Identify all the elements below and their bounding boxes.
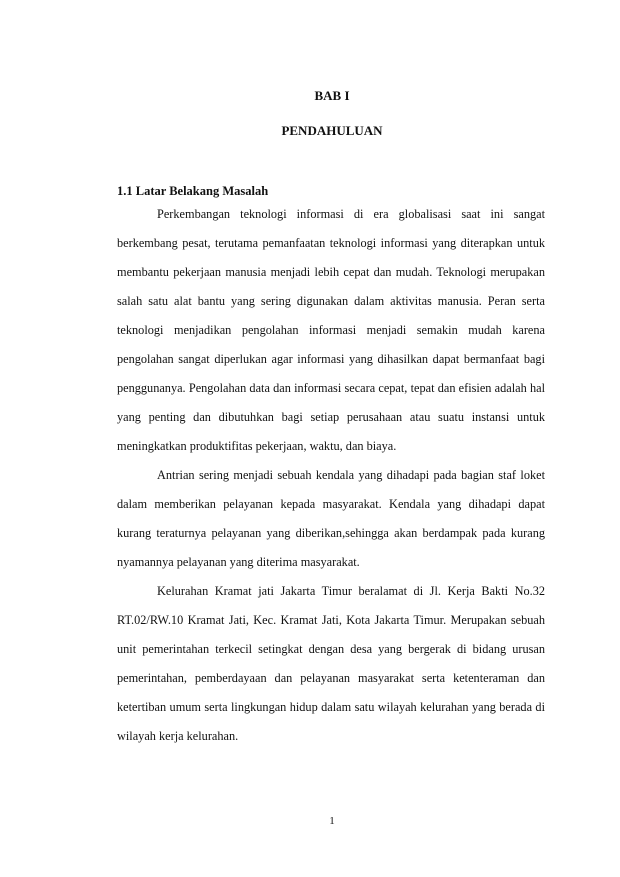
text-line: Antrian sering menjadi sebuah kendala yang dihadapi pada bagian staf loket: [157, 468, 545, 482]
text-line: meningkatkan produktifitas pekerjaan, waktu, dan biaya.: [117, 439, 397, 453]
paragraph: [117, 200, 545, 461]
text-line: penggunanya. Pengolahan data dan informasi secara cepat, tepat dan efisien adalah hal: [117, 381, 545, 395]
text-line: nyamannya pelayanan yang diterima masyarakat.: [117, 555, 360, 569]
text-line: pemerintahan, pemberdayaan dan pelayanan masyarakat serta ketenteraman dan: [117, 671, 545, 685]
text-line: membantu pekerjaan manusia menjadi lebih cepat dan mudah. Teknologi merupakan: [117, 265, 545, 279]
text-line: ketertiban umum serta lingkungan hidup dalam satu wilayah kelurahan yang berada di: [117, 700, 545, 714]
text-line: yang penting dan dibutuhkan bagi setiap perusahaan atau suatu instansi untuk: [117, 410, 545, 424]
paragraph: [117, 577, 545, 751]
text-line: berkembang pesat, terutama pemanfaatan teknologi informasi yang diterapkan untuk: [117, 236, 545, 250]
text-line: dalam memberikan pelayanan kepada masyarakat. Kendala yang dihadapi dapat: [117, 497, 545, 511]
text-line: teknologi menjadikan pengolahan informasi menjadi semakin mudah karena: [117, 323, 545, 337]
section-heading: 1.1 Latar Belakang Masalah: [117, 184, 269, 198]
text-line: kurang teraturnya pelayanan yang diberikan,sehingga akan berdampak pada kurang: [117, 526, 545, 540]
chapter-number: BAB I: [314, 88, 350, 103]
page-number: 1: [329, 815, 335, 827]
chapter-title: PENDAHULUAN: [281, 123, 383, 138]
text-line: unit pemerintahan terkecil setingkat dengan desa yang bergerak di bidang urusan: [117, 642, 545, 656]
text-line: RT.02/RW.10 Kramat Jati, Kec. Kramat Jati, Kota Jakarta Timur. Merupakan sebuah: [117, 613, 545, 627]
text-line: Kelurahan Kramat jati Jakarta Timur beralamat di Jl. Kerja Bakti No.32: [157, 584, 545, 598]
text-line: pengolahan sangat diperlukan agar informasi yang dihasilkan dapat bermanfaat bagi: [117, 352, 545, 366]
text-line: Perkembangan teknologi informasi di era globalisasi saat ini sangat: [157, 207, 545, 221]
text-line: wilayah kerja kelurahan.: [117, 729, 239, 743]
paragraph: [117, 461, 545, 577]
text-line: salah satu alat bantu yang sering digunakan dalam aktivitas manusia. Peran serta: [117, 294, 545, 308]
body-text: [117, 200, 545, 751]
